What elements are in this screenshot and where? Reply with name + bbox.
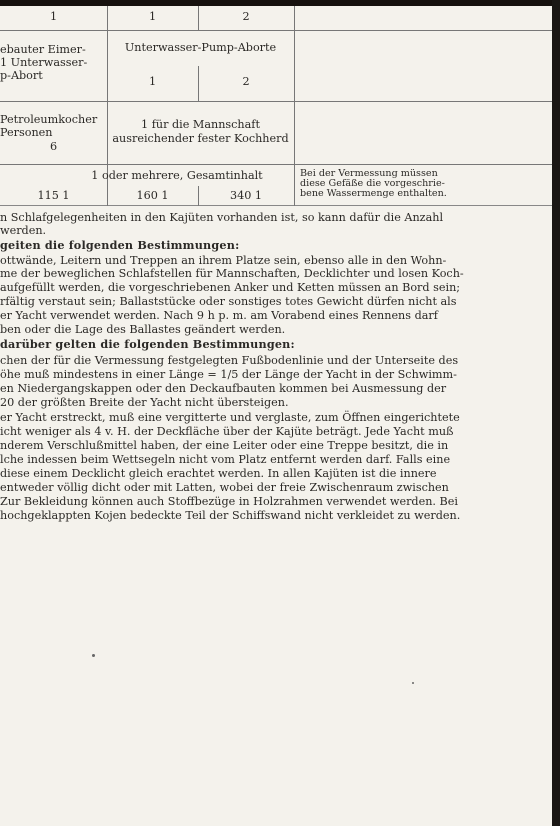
text-line: 20 der größten Breite der Yacht nicht übersteigen. <box>0 396 289 409</box>
table-col-divider <box>294 6 295 206</box>
text-line: diese einem Decklicht gleich erachtet werden. In allen Kajüten ist die innere <box>0 467 437 480</box>
table-note: Bei der Vermessung müssen <box>300 168 438 179</box>
text-line: ben oder die Lage des Ballastes geändert werden. <box>0 323 286 336</box>
section-heading: darüber gelten die folgenden Bestimmungen: <box>0 337 295 351</box>
table-cell: 1 Unterwasser- <box>0 56 88 69</box>
scan-speck <box>412 682 414 684</box>
table-rule <box>0 164 552 165</box>
text-line: Zur Bekleidung können auch Stoffbezüge in Holzrahmen verwendet werden. Bei <box>0 495 458 508</box>
table-cell: p-Abort <box>0 69 43 82</box>
table-note: bene Wassermenge enthalten. <box>300 188 447 199</box>
text-line: chen der für die Vermessung festgelegten Fußbodenlinie und der Unterseite des <box>0 354 459 367</box>
document-page <box>0 6 552 826</box>
text-line: rfältig verstaut sein; Ballaststücke oder sonstiges totes Gewicht dürfen nicht als <box>0 295 457 308</box>
table-cell: 160 1 <box>136 189 169 202</box>
text-line: ottwände, Leitern und Treppen an ihrem Platze sein, ebenso alle in den Wohn- <box>0 254 447 267</box>
table-cell: 2 <box>242 10 250 23</box>
table-cell: 115 1 <box>37 189 70 202</box>
text-line: icht weniger als 4 v. H. der Deckfläche über der Kajüte beträgt. Jede Yacht muß <box>0 425 454 438</box>
table-rule <box>0 101 552 102</box>
regulation-table <box>0 6 552 206</box>
text-line: öhe muß mindestens in einer Länge = 1/5 der Länge der Yacht in der Schwimm- <box>0 368 457 381</box>
scan-right-border <box>552 0 560 826</box>
text-line: entweder völlig dicht oder mit Latten, wobei der freie Zwischenraum zwischen <box>0 481 449 494</box>
table-cell: 1 für die Mannschaft <box>141 118 260 131</box>
text-line: me der beweglichen Schlafstellen für Mannschaften, Decklichter und losen Koch- <box>0 267 464 280</box>
table-cell: 1 <box>148 75 157 88</box>
text-line: lche indessen beim Wettsegeln nicht vom Platz entfernt werden darf. Falls eine <box>0 453 451 466</box>
table-cell: 1 <box>49 10 58 23</box>
section-heading: geiten die folgenden Bestimmungen: <box>0 238 240 252</box>
table-note: diese Gefäße die vorgeschrie- <box>300 178 445 189</box>
table-cell: ebauter Eimer- <box>0 43 86 56</box>
text-line: er Yacht erstreckt, muß eine vergitterte und verglaste, zum Öffnen eingerichtete <box>0 411 460 424</box>
text-line: er Yacht verwendet werden. Nach 9 h p. m. am Vorabend eines Rennens darf <box>0 309 438 322</box>
text-line: hochgeklappten Kojen bedeckte Teil der Schiffswand nicht verkleidet zu werden. <box>0 509 461 522</box>
table-cell: 6 <box>49 140 58 153</box>
text-line: werden. <box>0 224 47 237</box>
table-header: Unterwasser-Pump-Aborte <box>124 41 277 54</box>
table-cell: Personen <box>0 126 53 139</box>
table-cell: 1 <box>148 10 157 23</box>
text-line: aufgefüllt werden, die vorgeschriebenen Anker und Ketten müssen an Bord sein; <box>0 281 461 294</box>
text-line: n Schlafgelegenheiten in den Kajüten vorhanden ist, so kann dafür die Anzahl <box>0 211 444 224</box>
scan-speck <box>92 654 95 657</box>
table-cell: 340 1 <box>229 189 263 202</box>
table-cell: Petroleumkocher <box>0 113 98 126</box>
table-header: 1 oder mehrere, Gesamtinhalt <box>91 169 263 182</box>
table-rule <box>0 205 552 206</box>
table-rule <box>0 30 552 31</box>
text-line: en Niedergangskappen oder den Deckaufbauten kommen bei Ausmessung der <box>0 382 447 395</box>
table-cell: 2 <box>242 75 250 88</box>
table-cell: ausreichender fester Kochherd <box>112 132 289 145</box>
text-line: nderem Verschlußmittel haben, der eine Leiter oder eine Treppe besitzt, die in <box>0 439 449 452</box>
